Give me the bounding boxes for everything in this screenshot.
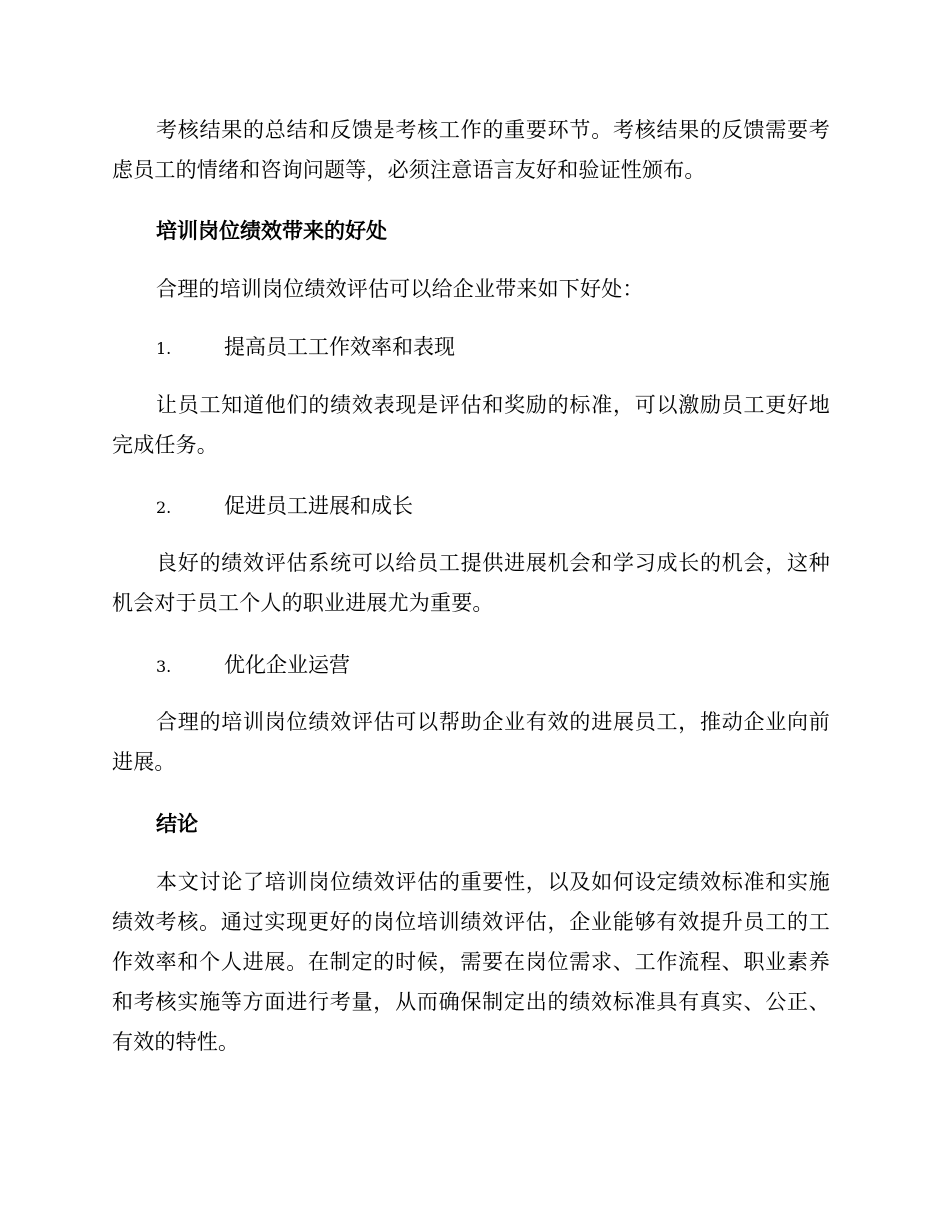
list-number: 3. <box>156 657 172 676</box>
paragraph-feedback: 考核结果的总结和反馈是考核工作的重要环节。考核结果的反馈需要考虑员工的情绪和咨询问题等，必须注意语言友好和验证性颁布。 <box>112 118 830 182</box>
list-item-1-body: 让员工知道他们的绩效表现是评估和奖励的标准，可以激励员工更好地完成任务。 <box>112 393 830 457</box>
list-item-3-body: 合理的培训岗位绩效评估可以帮助企业有效的进展员工，推动企业向前进展。 <box>112 710 830 774</box>
list-item-2 <box>112 486 830 528</box>
list-item-2-body: 良好的绩效评估系统可以给员工提供进展机会和学习成长的机会，这种机会对于员工个人的职业进展尤为重要。 <box>112 551 830 615</box>
list-item-title: 促进员工进展和成长 <box>224 494 413 518</box>
paragraph-benefits-intro: 合理的培训岗位绩效评估可以给企业带来如下好处： <box>156 277 644 301</box>
list-number: 1. <box>156 339 172 358</box>
list-number: 2. <box>156 498 172 517</box>
heading-benefits: 培训岗位绩效带来的好处 <box>156 219 387 243</box>
list-item-1 <box>112 327 830 369</box>
heading-conclusion: 结论 <box>156 812 198 836</box>
list-item-title: 优化企业运营 <box>224 653 350 677</box>
list-item-title: 提高员工工作效率和表现 <box>224 335 455 359</box>
list-item-3 <box>112 645 830 687</box>
paragraph-conclusion: 本文讨论了培训岗位绩效评估的重要性，以及如何设定绩效标准和实施绩效考核。通过实现更好的岗位培训绩效评估，企业能够有效提升员工的工作效率和个人进展。在制定的时候，需要在岗位需求、工作流程、职业素养和考核实施等方面进行考量，从而确保制定出的绩效标准具有真实、公正、有效的特性。 <box>112 870 830 1054</box>
